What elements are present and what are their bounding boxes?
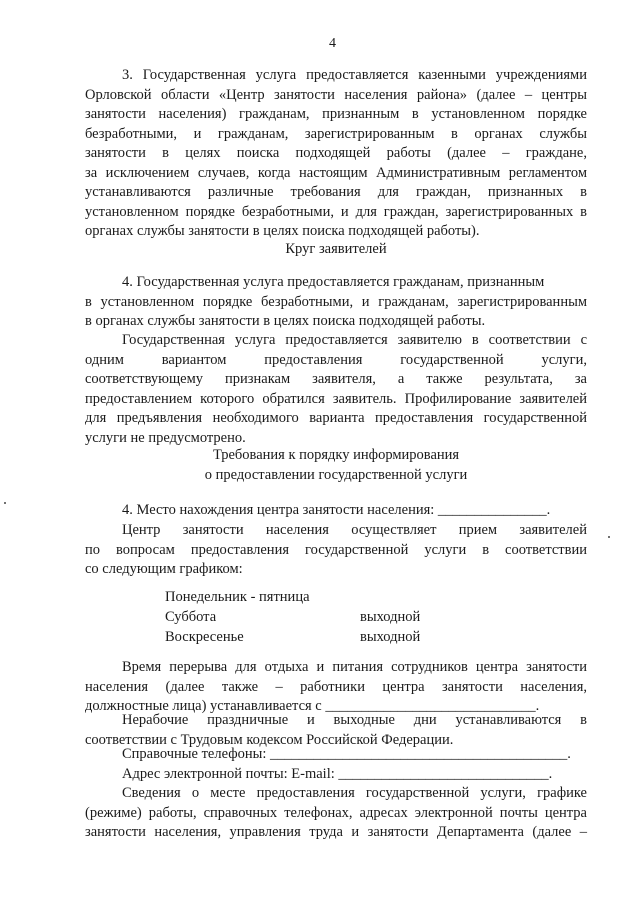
paragraph-3 xyxy=(85,66,587,242)
schedule-status: выходной xyxy=(360,609,421,625)
section-heading-applicants xyxy=(85,240,587,260)
text-line: для предъявления необходимого варианта предоставления государственной xyxy=(85,410,587,426)
text-line: Время перерыва для отдыха и питания сотрудников центра занятости xyxy=(122,659,587,675)
schedule-status: выходной xyxy=(360,629,421,645)
text-line: занятости населения, управления труда и занятости Департамента (далее – xyxy=(85,824,587,840)
schedule-day: Воскресенье xyxy=(165,629,244,645)
text-line: Центр занятости населения осуществляет прием заявителей xyxy=(122,522,587,538)
text-line: Нерабочие праздничные и выходные дни устанавливаются в xyxy=(122,712,587,728)
text-line: 3. Государственная услуга предоставляется казенными учреждениями xyxy=(122,67,587,83)
text-line: безработными, и гражданам, зарегистрированным в органах службы xyxy=(85,125,587,142)
text-line: устанавливаются различные требования для граждан, признанных в xyxy=(85,184,587,200)
paragraph-break-time xyxy=(85,658,587,717)
text-line: со следующим графиком: xyxy=(85,561,243,577)
text-line: 4. Место нахождения центра занятости населения: _______________. xyxy=(122,502,551,518)
text-line: установленном порядке безработными, и для граждан, зарегистрированных в xyxy=(85,203,587,220)
heading-text: о предоставлении государственной услуги xyxy=(204,466,468,483)
paragraph-schedule-intro xyxy=(85,521,587,580)
paragraph-4 xyxy=(85,273,587,332)
text-line: населения (далее также – работники центра занятости населения, xyxy=(85,678,587,695)
paragraph-location xyxy=(85,501,587,521)
text-line: 4. Государственная услуга предоставляется гражданам, признанным xyxy=(122,274,545,290)
text-line: занятости в целях поиска подходящей работы (далее – граждане, xyxy=(85,145,587,161)
paragraph-info xyxy=(85,784,587,843)
text-line: (режиме) работы, справочных телефонах, адресах электронной почты центра xyxy=(85,804,587,821)
text-line: Адрес электронной почты: E-mail: _____________________________. xyxy=(122,766,553,782)
text-line: Справочные телефоны: _________________________________________. xyxy=(122,746,571,762)
schedule-day: Суббота xyxy=(165,609,217,625)
text-line: предоставлением которого обратился заявитель. Профилирование заявителей xyxy=(85,390,587,407)
text-line: услуги не предусмотрено. xyxy=(85,429,246,446)
schedule-row xyxy=(165,587,465,607)
scan-speck xyxy=(4,502,6,504)
text-line: должностные лица) устанавливается с _____________________________. xyxy=(85,698,540,714)
schedule-day: Понедельник - пятница xyxy=(165,589,310,605)
heading-text: Круг заявителей xyxy=(285,241,387,257)
text-line: в органах службы занятости в целях поиска подходящей работы. xyxy=(85,313,486,329)
text-line: за исключением случаев, когда настоящим Административным регламентом xyxy=(85,164,587,181)
text-line: Государственная услуга предоставляется заявителю в соответствии с xyxy=(122,332,587,348)
text-line: соответствующему признакам заявителя, а также результата, за xyxy=(85,371,587,387)
paragraph-phones xyxy=(85,745,587,765)
heading-text: Требования к порядку информирования xyxy=(212,447,460,463)
section-heading-information xyxy=(85,446,587,485)
paragraph-4b xyxy=(85,331,587,448)
text-line: занятости населения) гражданам, признанным в установленном порядке xyxy=(85,106,587,122)
text-line: одним вариантом предоставления государственной услуги, xyxy=(85,351,587,368)
schedule-table xyxy=(165,587,465,647)
scan-speck xyxy=(608,536,610,538)
text-line: соответствии с Трудовым кодексом Российской Федерации. xyxy=(85,731,454,748)
paragraph-email xyxy=(85,765,587,785)
text-line: органах службы занятости в целях поиска подходящей работы). xyxy=(85,223,480,239)
text-line: в установленном порядке безработными, и гражданам, зарегистрированным xyxy=(85,293,587,310)
page-number: 4 xyxy=(329,36,336,51)
text-line: Орловской области «Центр занятости населения района» (далее – центры xyxy=(85,86,587,103)
schedule-row xyxy=(165,627,465,647)
schedule-row xyxy=(165,607,465,627)
text-line: Сведения о месте предоставления государственной услуги, графике xyxy=(122,785,587,801)
text-line: по вопросам предоставления государственной услуги в соответствии xyxy=(85,541,587,558)
